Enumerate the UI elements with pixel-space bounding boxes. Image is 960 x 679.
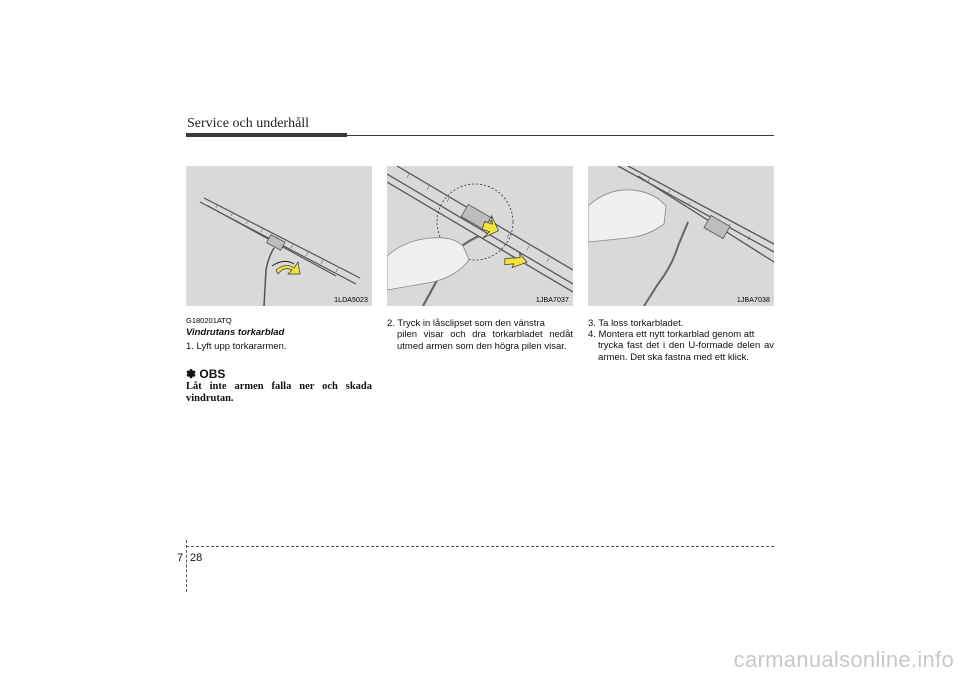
step-3: 3. Ta loss torkarbladet. (588, 318, 684, 329)
watermark: carmanualsonline.info (733, 647, 954, 672)
page-number: 28 (190, 552, 203, 564)
header-rule (186, 135, 774, 136)
section-header-title: Service och underhåll (187, 116, 310, 131)
figure-lift-wiper-arm (186, 166, 372, 306)
figure-remove-blade (588, 166, 774, 306)
step-2-continuation: pilen visar och dra torkarbladet nedåt utmed armen som den högra pilen visar. (397, 329, 573, 352)
notice-heading: ✽ OBS (186, 367, 226, 381)
figure-press-lock-clip (387, 166, 573, 306)
step-4-first-line: 4. Montera ett nytt torkarblad genom att (588, 329, 755, 340)
step-1: 1. Lyft upp torkararmen. (186, 341, 287, 352)
figure-code: 1LDA5023 (334, 297, 368, 304)
reference-code: G180201ATQ (186, 316, 232, 325)
lock-clip-illustration (387, 166, 573, 306)
wiper-arm-illustration (186, 166, 372, 306)
footer-divider (186, 540, 187, 592)
notice-text: Låt inte armen falla ner och skada vindrutan. (186, 381, 372, 404)
section-title: Vindrutans torkarblad (186, 327, 285, 338)
step-4-continuation: trycka fast det i den U-formade delen av armen. Det ska fastna med ett klick. (598, 340, 774, 363)
remove-blade-illustration (588, 166, 774, 306)
figure-code: 1JBA7037 (535, 297, 569, 304)
page-section-number: 7 (177, 552, 184, 564)
figure-code: 1JBA7038 (736, 297, 770, 304)
footer-rule (186, 546, 774, 547)
step-2-first-line: 2. Tryck in låsclipset som den vänstra (387, 318, 545, 329)
